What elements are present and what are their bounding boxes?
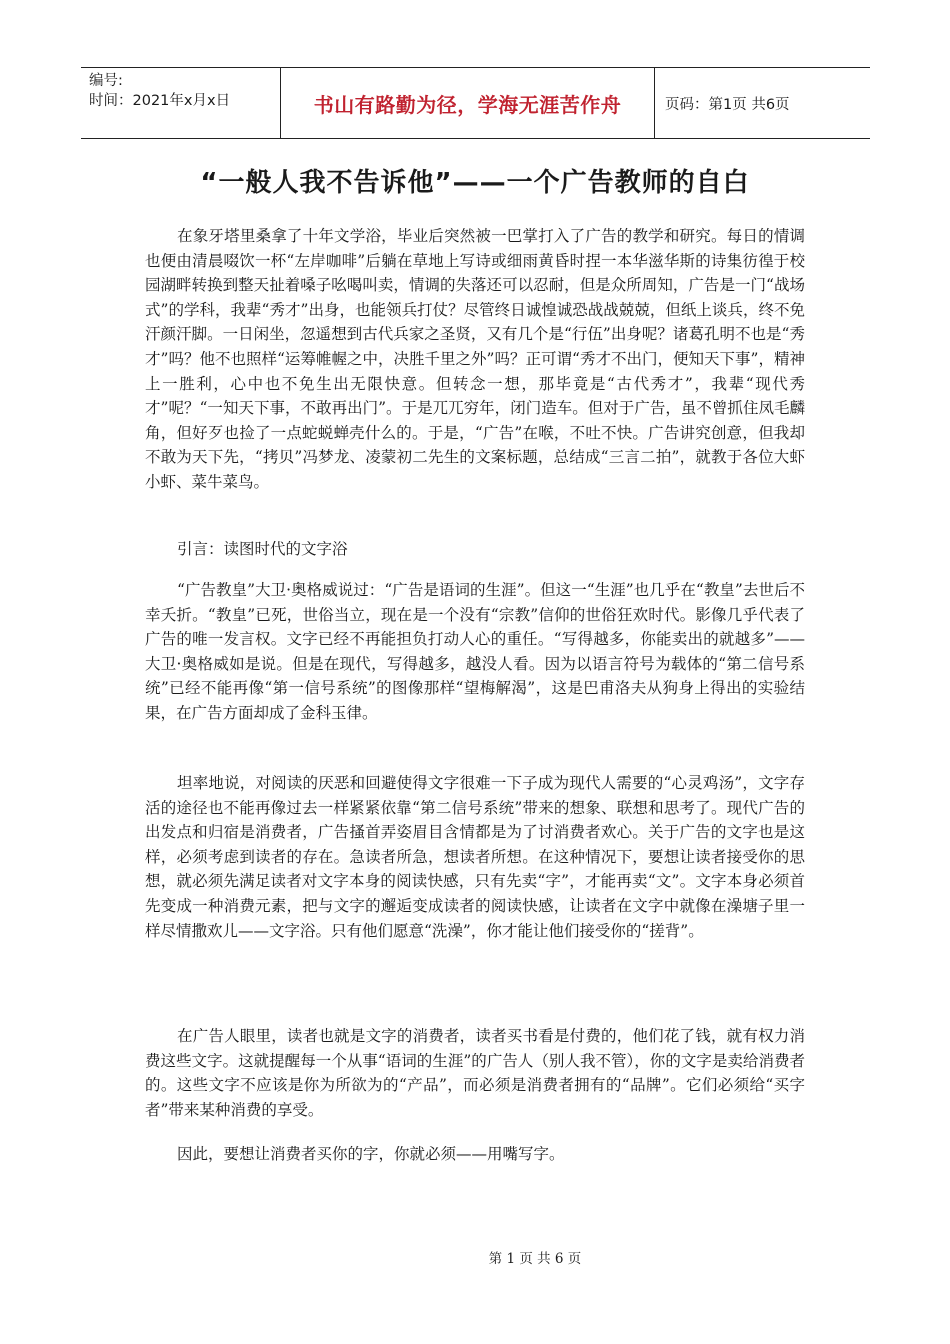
header-motto: 书山有路勤为径，学海无涯苦作舟 — [281, 68, 655, 138]
paragraph-reading: 坦率地说，对阅读的厌恶和回避使得文字很难一下子成为现代人需要的“心灵鸡汤”，文字存活的途径也不能再像过去一样紧紧依靠“第二信号系统”带来的想象、联想和思考了。现代广告的出发点和归宿是消费者，广告搔首弄姿眉目含情都是为了讨消费者欢心。关于广告的文字也是这样，必须考虑到读者的存在。急读者所急，想读者所想。在这种情况下，要想让读者接受你的思想，就必须先满足读者对文字本身的阅读快感，只有先卖“字”，才能再卖“文”。文字本身必须首先变成一种消费元素，把与文字的邂逅变成读者的阅读快感，让读者在文字中就像在澡塘子里一样尽情撒欢儿——文字浴。只有他们愿意“洗澡”，你才能让他们接受你的“搓背”。 — [145, 774, 805, 940]
paragraph-ogilvy: “广告教皇”大卫·奥格威说过：“广告是语词的生涯”。但这一“生涯”也几乎在“教皇”去世后不幸夭折。“教皇”已死，世俗当立，现在是一个没有“宗教”信仰的世俗狂欢时代。影像几乎代表了广告的唯一发言权。文字已经不再能担负打动人心的重任。“写得越多，你能卖出的就越多”——大卫·奥格威如是说。但是在现代，写得越多，越没人看。因为以语言符号为载体的“第二信号系统”已经不能再像“第一信号系统”的图像那样“望梅解渴”，这是巴甫洛夫从狗身上得出的实验结果，在广告方面却成了金科玉律。 — [145, 581, 805, 722]
date-label: 时间：2021年x月x日 — [89, 93, 231, 109]
page-footer: 第 1 页 共 6 页 — [488, 1251, 582, 1267]
header-page-info: 页码：第1页 共6页 — [665, 96, 790, 113]
paragraph-consumer: 在广告人眼里，读者也就是文字的消费者，读者买书看是付费的，他们花了钱，就有权力消费这些文字。这就提醒每一个从事“语词的生涯”的广告人（别人我不管），你的文字是卖给消费者的。这些文字不应该是你为所欲为的“产品”，而必须是消费者拥有的“品牌”。它们必须给“买字者”带来某种消费的享受。 — [145, 1027, 805, 1119]
header-meta — [81, 68, 281, 138]
paragraph-conclusion: 因此，要想让消费者买你的字，你就必须——用嘴写字。 — [177, 1145, 565, 1163]
number-label: 编号: — [89, 73, 123, 89]
document-header — [81, 67, 870, 139]
document-title: “一般人我不告诉他”——一个广告教师的自白 — [200, 168, 750, 198]
paragraph-intro: 在象牙塔里桑拿了十年文学浴，毕业后突然被一巴掌打入了广告的教学和研究。每日的情调也便由清晨啜饮一杯“左岸咖啡”后躺在草地上写诗或细雨黄昏时捏一本华滋华斯的诗集彷徨于校园湖畔转换到整天扯着嗓子吆喝叫卖，情调的失落还可以忍耐，但是众所周知，广告是一门“战场式”的学科，我辈“秀才”出身，也能领兵打仗？尽管终日诚惶诚恐战战兢兢，但纸上谈兵，终不免汗颜汗脚。一日闲坐，忽遥想到古代兵家之圣贤，又有几个是“行伍”出身呢？诸葛孔明不也是“秀才”吗？他不也照样“运筹帷幄之中，决胜千里之外”吗？正可谓“秀才不出门，便知天下事”，精神上一胜利，心中也不免生出无限快意。但转念一想，那毕竟是“古代秀才”，我辈“现代秀才”呢？“一知天下事，不敢再出门”。于是兀兀穷年，闭门造车。但对于广告，虽不曾抓住凤毛麟角，但好歹也捡了一点蛇蜕蝉壳什么的。于是，“广告”在喉，不吐不快。广告讲究创意，但我却不敢为天下先，“拷贝”冯梦龙、凌蒙初二先生的文案标题，总结成“三言二拍”，就教于各位大虾小虾、菜牛菜鸟。 — [145, 227, 805, 491]
section-heading: 引言：读图时代的文字浴 — [177, 540, 348, 558]
